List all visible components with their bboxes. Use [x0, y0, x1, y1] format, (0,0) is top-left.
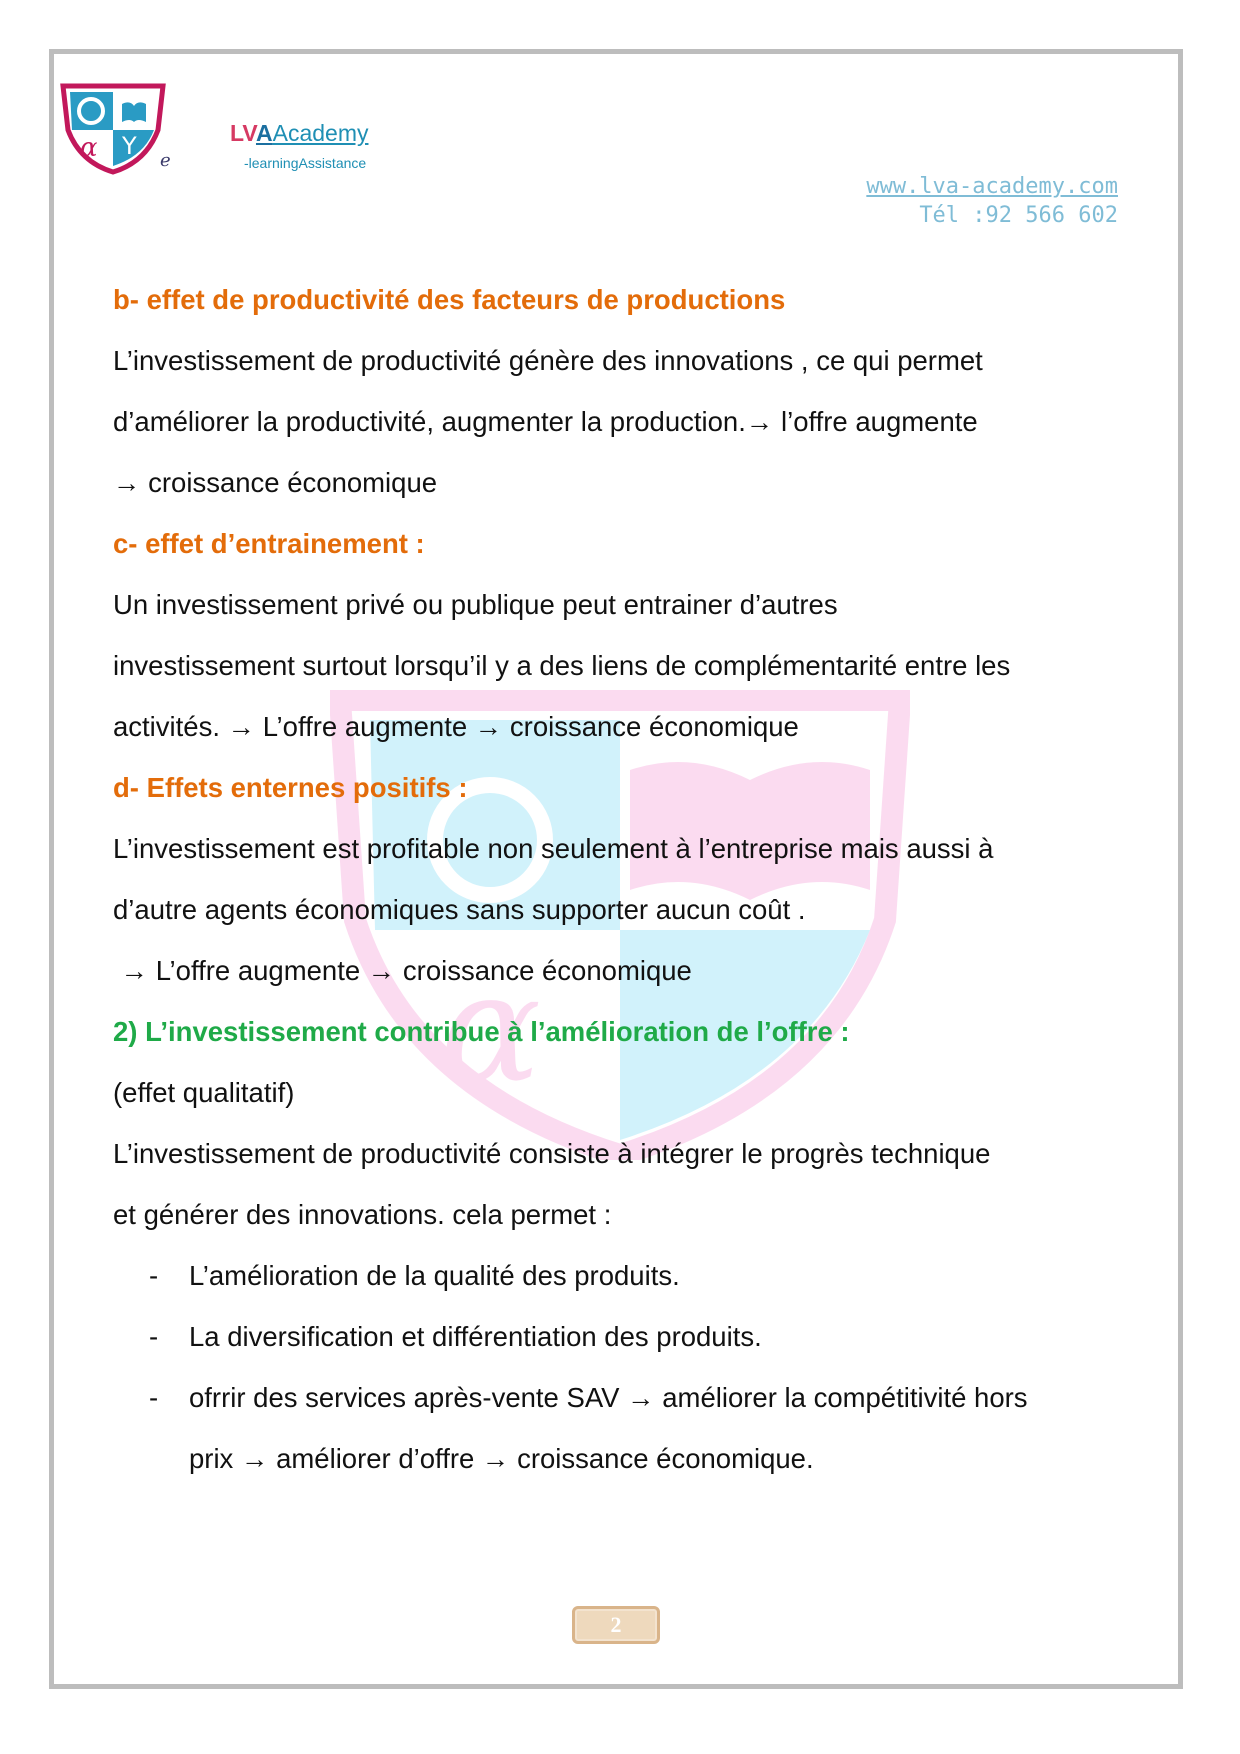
paragraph-c-line: activités. → L’offre augmente → croissance économique	[113, 711, 799, 742]
page-content	[113, 280, 1133, 1500]
list-item-text: L’amélioration de la qualité des produits.	[189, 1260, 680, 1291]
list-item	[113, 1256, 1133, 1317]
heading-d: d- Effets enternes positifs :	[113, 772, 468, 803]
heading-c: c- effet d’entrainement :	[113, 528, 425, 559]
bullet-dash: -	[149, 1260, 159, 1291]
logo-e-letter: e	[160, 150, 171, 171]
paragraph-c-line: investissement surtout lorsqu’il y a des liens de complémentarité entre les	[113, 650, 1011, 681]
list-item-text: La diversification et différentiation des produits.	[189, 1321, 762, 1352]
paragraph-d-line: → L’offre augmente → croissance économique	[113, 955, 692, 986]
heading-section-2: 2) L’investissement contribue à l’amélioration de l’offre :	[113, 1016, 850, 1047]
page-number: 2	[572, 1606, 660, 1644]
list-item	[113, 1317, 1133, 1378]
paragraph-b-line: L’investissement de productivité génère des innovations , ce qui permet	[113, 345, 983, 376]
phone-number: Tél :92 566 602	[919, 203, 1118, 228]
brand-tagline: -learningAssistance	[244, 155, 367, 171]
brand-name	[230, 120, 368, 147]
brand-lv: LV	[230, 120, 256, 146]
paragraph-2-line: L’investissement de productivité consiste à intégrer le progrès technique	[113, 1138, 991, 1169]
bullet-dash: -	[149, 1382, 159, 1413]
heading-b: b- effet de productivité des facteurs de productions	[113, 284, 786, 315]
paragraph-b-line: → croissance économique	[113, 467, 438, 498]
paragraph-d-line: L’investissement est profitable non seulement à l’entreprise mais aussi à	[113, 833, 994, 864]
paragraph-b-line: d’améliorer la productivité, augmenter la production.→ l’offre augmente	[113, 406, 978, 437]
paragraph-2-line: (effet qualitatif)	[113, 1077, 295, 1108]
list-item	[113, 1378, 1133, 1439]
lva-logo-icon	[58, 80, 168, 176]
contact-block	[866, 172, 1118, 230]
paragraph-2-line: et générer des innovations. cela permet :	[113, 1199, 612, 1230]
list-item-text: ofrrir des services après-vente SAV → améliorer la compétitivité hors	[189, 1382, 1028, 1413]
list-item-continuation: prix → améliorer d’offre → croissance économique.	[189, 1443, 814, 1474]
bullet-dash: -	[149, 1321, 159, 1352]
svg-text:α: α	[440, 942, 542, 1116]
brand-a: A	[255, 120, 273, 146]
paragraph-d-line: d’autre agents économiques sans supporter aucun coût .	[113, 894, 806, 925]
brand-academy: Academy	[272, 120, 369, 146]
svg-text:α: α	[80, 133, 98, 163]
paragraph-c-line: Un investissement privé ou publique peut entrainer d’autres	[113, 589, 838, 620]
website-link[interactable]: www.lva-academy.com	[866, 174, 1118, 199]
svg-text:Y: Y	[122, 132, 137, 160]
